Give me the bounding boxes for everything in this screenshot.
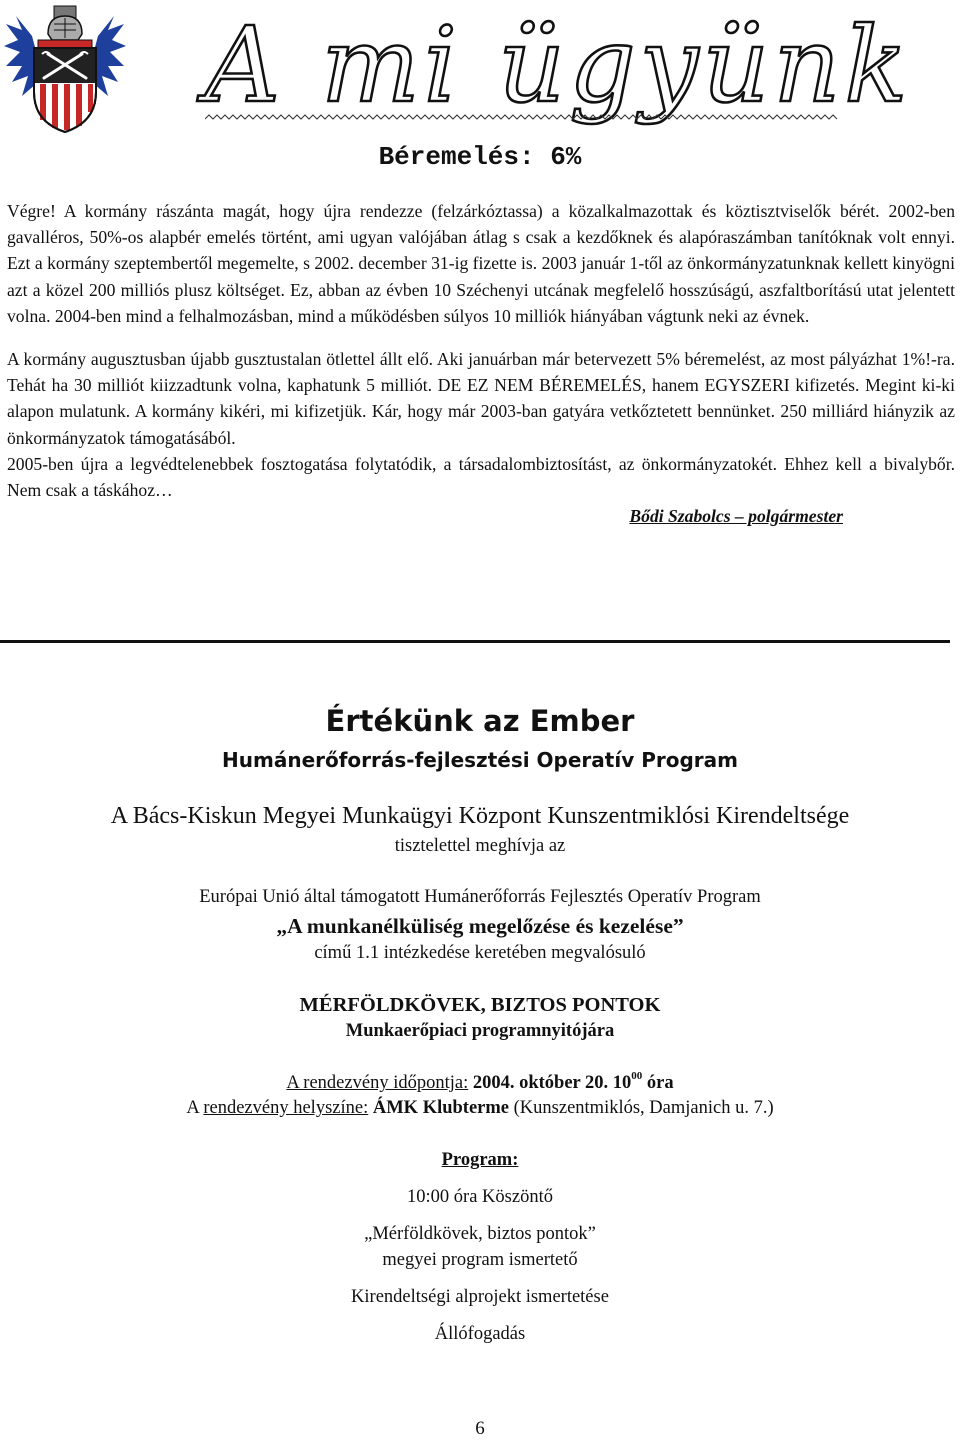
newsletter-title: A mi ügyünk	[205, 4, 912, 126]
program-item: Állófogadás	[434, 1324, 526, 1344]
article-paragraph: Végre! A kormány rászánta magát, hogy újra rendezze (felzárkóztassa) a közalkalmazottak és köztisztviselők bérét. 2002-ben gavalléros, 50%-os alapbér emelés történt, ami ugyan valójában átlag s csak a kezdőknek és alapóraszámban tanítóknak volt ennyi. Ezt a kormány szeptembertől megemelte, s 2002. december 31-ig fizette is. 2003 január 1-től az önkormányzatunknak kellett kinyögni azt a közel 200 milliós plusz költséget. Ez, abban az évben 10 Széchenyi utcának megfelelő hosszúságú, aszfaltborítású utat jelentett volna. 2004-ben mind a felhalmozásban, mind a működésben súlyos 10 milliók hiányában vágtunk neki az évnek.	[7, 201, 955, 326]
program-intro: Európai Unió által támogatott Humánerőforrás Fejlesztés Operatív Program	[199, 887, 761, 907]
date-value: 2004. október 20. 10	[472, 1073, 632, 1093]
organizer-name: A Bács-Kiskun Megyei Munkaügyi Központ Kunszentmiklósi Kirendeltsége	[110, 803, 850, 829]
article-paragraph: A kormány augusztusban újabb gusztustalan ötlettel állt elő. Aki januárban már betervezett 5% béremelést, az most pályázhat 1%!-ra. Tehát ha 30 milliót kiizzadtunk volna, kaphatunk 5 milliót. DE EZ NEM BÉREMELÉS, hanem EGYSZERI kifizetés. Megint ki-ki alapon mulatunk. A kormány kikéri, mi kifizetjük. Kár, hogy már 2003-ban gatyára vetkőztetett bennünket. 250 milliárd hiányzik az önkormányzatok támogatásából.	[7, 349, 955, 448]
article-body	[7, 198, 955, 529]
page-number: 6	[475, 1418, 485, 1439]
event-date	[0, 1070, 960, 1094]
coat-of-arms-icon	[2, 0, 128, 136]
program-name: „A munkanélküliség megelőzése és kezelése”	[276, 914, 684, 938]
author-signature-text: Bődi Szabolcs – polgármester	[629, 506, 843, 527]
invitation-subheading: Humánerőforrás-fejlesztési Operatív Program	[222, 748, 738, 772]
title-decorative-rule	[205, 114, 839, 121]
venue-name: ÁMK Klubterme	[372, 1098, 510, 1118]
event-venue	[0, 1098, 960, 1119]
measure-text: című 1.1 intézkedése keretében megvalósuló	[314, 943, 646, 963]
event-subtitle: Munkaerőpiaci programnyitójára	[345, 1021, 615, 1041]
article-paragraph: 2005-ben újra a legvédtelenebbek fosztogatása folytatódik, a társadalombiztosítást, az önkormányzatokét. Ehhez kell a bivalybőr. Nem csak a táskához…	[7, 453, 955, 501]
venue-prefix: A	[186, 1098, 204, 1118]
program-heading: Program:	[441, 1150, 519, 1170]
date-label: A rendezvény időpontja:	[286, 1073, 469, 1093]
article-headline	[0, 142, 960, 172]
date-minutes: 00	[631, 1070, 643, 1082]
program-item: megyei program ismertető	[382, 1250, 578, 1270]
program-item: Kirendeltségi alprojekt ismertetése	[351, 1287, 609, 1307]
event-title: MÉRFÖLDKÖVEK, BIZTOS PONTOK	[299, 994, 661, 1016]
date-suffix: óra	[642, 1073, 674, 1093]
program-item: 10:00 óra Köszöntő	[407, 1187, 553, 1207]
venue-address: (Kunszentmiklós, Damjanich u. 7.)	[509, 1098, 774, 1118]
venue-label: rendezvény helyszíne:	[203, 1098, 369, 1118]
article-headline-text: Béremelés: 6%	[378, 142, 582, 172]
section-divider	[0, 640, 950, 643]
invitation-heading: Értékünk az Ember	[325, 704, 635, 738]
invites-text: tisztelettel meghívja az	[394, 836, 566, 856]
author-signature	[7, 503, 843, 529]
program-item: „Mérföldkövek, biztos pontok”	[364, 1224, 596, 1244]
